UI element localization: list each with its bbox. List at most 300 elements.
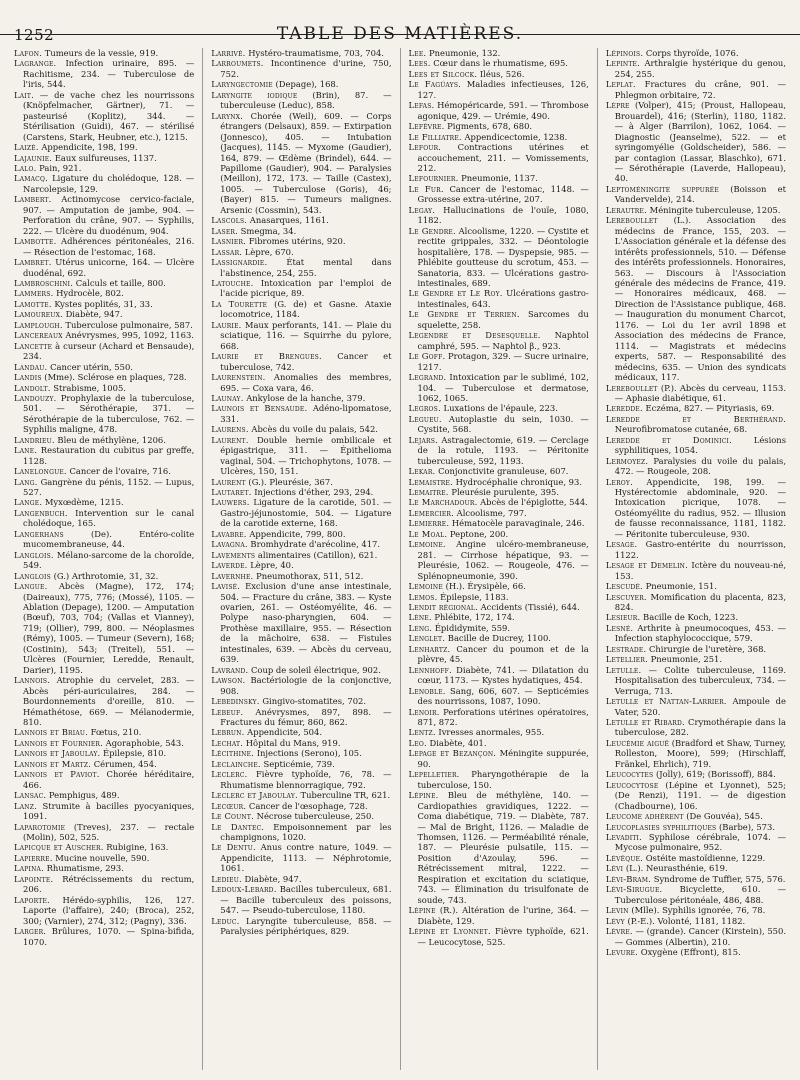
index-entry-text: Cérumen, 454. xyxy=(91,758,157,769)
index-entry-heading: Launois et Bensaude. xyxy=(211,403,308,414)
index-entry-text: (G. de) et Gasne. Ataxie locomotrice, 1184. xyxy=(220,298,392,320)
index-entry-text: Ligature du cholédoque, 128. — Narcolepsie, 129. xyxy=(23,173,195,194)
index-entry-text: Smegma, 34. xyxy=(238,225,297,236)
index-entry xyxy=(606,623,786,644)
index-entry-heading: La Tourette xyxy=(211,298,268,309)
column-divider xyxy=(400,48,401,1070)
index-entry xyxy=(211,529,391,539)
index-entry-text: Gingivo-stomatites, 702. xyxy=(259,696,367,707)
index-entry-text: — Colite tuberculeuse, 1169. Hospitalisation des tuberculeux, 734. — Verruga, 713. xyxy=(614,664,786,696)
index-entry-heading: Lévy xyxy=(605,915,625,926)
index-entry-heading: Laurent. xyxy=(211,434,249,445)
index-entry xyxy=(14,257,194,278)
index-entry xyxy=(606,696,786,717)
index-entry xyxy=(14,863,194,873)
index-column-4 xyxy=(606,48,786,1070)
index-entry-heading: Lannois et Fournier. xyxy=(14,737,103,748)
index-entry-text: Cancer de l'estomac, 1148. — Grossesse extra-utérine, 207. xyxy=(417,183,589,205)
index-entry xyxy=(606,738,786,769)
index-entry-text: Diabète, 947. xyxy=(241,873,302,884)
index-entry xyxy=(14,508,194,529)
index-entry-text: à curseur (Achard et Bensaude), 234. xyxy=(23,340,195,362)
index-entry-text: Hémopéricarde, 591. — Thrombose agonique, 429. — Urémie, 490. xyxy=(417,100,589,121)
index-entry xyxy=(14,236,194,257)
index-entry xyxy=(14,153,194,163)
index-entry-text: Fractures du crâne, 901. — Phlegmon orbitaire, 72. xyxy=(614,79,786,100)
index-entry-heading: Lee. xyxy=(408,48,427,58)
index-entry xyxy=(606,477,786,540)
index-entry-heading: Lannois. xyxy=(14,675,51,686)
index-entry-heading: Le Gendre et Terrien. xyxy=(408,309,520,320)
index-entry-heading: Leduc. xyxy=(211,915,240,926)
index-entry-text: Agoraphobie, 543. xyxy=(102,737,184,748)
index-entry-text: Gangrène du pénis, 1152. — Lupus, 527. xyxy=(23,476,195,498)
index-column-3 xyxy=(409,48,589,1070)
index-entry xyxy=(211,497,391,528)
index-entry-heading: Lees. xyxy=(408,58,431,69)
index-entry-heading: Leng. xyxy=(408,622,433,633)
index-entry xyxy=(211,759,391,769)
index-entry xyxy=(211,790,391,800)
index-entry-heading: Legendre et Desesquelle. xyxy=(408,330,541,341)
index-entry-heading: Lesieur. xyxy=(605,612,641,623)
index-entry-heading: Lentz. xyxy=(408,727,436,738)
index-entry-heading: Levin xyxy=(605,905,629,916)
index-entry-heading: Le Dantec. xyxy=(211,821,265,832)
index-entry-heading: Laurie. xyxy=(211,319,242,330)
index-entry xyxy=(14,320,194,330)
index-entry-text: Corps thyroïde, 1076. xyxy=(643,48,739,58)
index-entry-text: Fièvre typhoïde, 621. — Leucocytose, 525. xyxy=(417,926,589,947)
index-entry xyxy=(211,801,391,811)
index-entry xyxy=(606,884,786,905)
index-entry xyxy=(606,832,786,853)
index-entry-text: Diabète, 741. — Dilatation du cœur, 1173. — Kystes hydatiques, 454. xyxy=(417,664,589,686)
index-entry xyxy=(409,79,589,100)
index-entry-heading: Lees et Silcock. xyxy=(408,68,478,79)
index-entry xyxy=(211,424,391,434)
index-entry xyxy=(606,665,786,696)
index-entry-heading: Lalo. xyxy=(14,162,37,173)
index-entry-heading: Langlois xyxy=(14,570,51,581)
index-entry-heading: Laurenstein. xyxy=(211,372,266,383)
index-entry xyxy=(409,738,589,748)
index-entry xyxy=(14,497,194,507)
index-entry-heading: Lancette xyxy=(14,340,53,351)
index-entry-text: Abcès du voile du palais, 542. xyxy=(248,424,378,435)
index-entry-heading: Leclerc. xyxy=(211,769,248,780)
index-entry-heading: Lagrange. xyxy=(14,58,57,69)
index-entry xyxy=(211,842,391,873)
index-entry xyxy=(606,916,786,926)
index-entry-heading: Lamoureux. xyxy=(14,309,63,320)
index-entry xyxy=(211,550,391,560)
index-entry xyxy=(211,748,391,758)
index-entry-heading: Lange. xyxy=(14,497,43,508)
index-entry xyxy=(606,100,786,184)
index-entry-heading: Lanelongue. xyxy=(14,466,67,477)
index-entry-heading: Lang. xyxy=(14,476,38,487)
index-entry xyxy=(606,612,786,622)
index-entry-heading: Le Moal. xyxy=(408,528,448,539)
index-entry-heading: Laverde. xyxy=(211,560,248,571)
index-entry xyxy=(409,623,589,633)
index-entry-text: Pharyngothérapie de la tuberculose, 150. xyxy=(417,769,589,790)
index-entry-heading: Laser. xyxy=(211,225,239,236)
index-entry xyxy=(14,90,194,142)
index-entry-text: Empoisonnement par les champignons, 1020. xyxy=(220,821,392,842)
index-entry xyxy=(606,592,786,613)
index-entry xyxy=(14,173,194,194)
index-entry xyxy=(606,205,786,215)
index-entry xyxy=(409,686,589,707)
index-entry xyxy=(14,58,194,89)
index-entry-text: Méningite suppurée, 90. xyxy=(417,748,589,769)
index-entry xyxy=(606,383,786,404)
index-entry-text: Conjonctivite granuleuse, 607. xyxy=(435,466,569,477)
index-entry-text: Ligature de la carotide, 501. — Gastro-jéjunostomie, 504. — Ligature de la carotide externe, 168. xyxy=(220,497,392,529)
index-entry xyxy=(14,769,194,790)
index-entry-text: Épilepsie, 810. xyxy=(100,748,167,759)
index-entry xyxy=(211,560,391,570)
index-entry-heading: Lefas. xyxy=(408,100,435,111)
index-entry-heading: Ledieu. xyxy=(211,873,242,884)
index-entry-text: Bromhydrate d'arécoline, 417. xyxy=(247,539,381,550)
index-entry-text: (Barbe), 573. xyxy=(716,821,775,832)
index-entry-text: Adéno-lipomatose, 331. xyxy=(220,403,392,424)
index-entry-text: Infection urinaire, 895. — Rachitisme, 234. — Tuberculose de l'iris, 544. xyxy=(23,58,195,90)
index-entry-text: Brûlures, 1070. — Spina-bifida, 1070. xyxy=(23,926,195,947)
index-entry-text: Épilepsie, 1183. xyxy=(437,591,509,602)
index-entry-text: Septicémie, 739. xyxy=(260,758,335,769)
index-entry-text: Luxations de l'épaule, 223. xyxy=(440,403,558,414)
index-entry-heading: Leucocytose xyxy=(605,779,659,790)
index-entry xyxy=(409,905,589,926)
index-entry xyxy=(409,727,589,737)
index-entry xyxy=(211,811,391,821)
index-entry-heading: Lesage. xyxy=(605,539,638,550)
index-entry-text: (Treves), 237. — rectale (Molin), 502, 525. xyxy=(23,821,195,842)
index-entry xyxy=(409,477,589,487)
index-entry-text: Diabète, 401. xyxy=(426,737,487,748)
index-entry-heading: Larroumets. xyxy=(211,58,264,69)
index-entry-text: Laryngite tuberculeuse, 858. — Paralysies périphériques, 829. xyxy=(220,915,392,937)
index-entry-text: Incontinence d'urine, 750, 752. xyxy=(220,58,392,79)
index-entry xyxy=(409,132,589,142)
index-entry-text: Eaux sulfureuses, 1137. xyxy=(52,152,157,163)
index-entry-heading: Lancereaux xyxy=(14,330,63,341)
index-entry-heading: Lauwers. xyxy=(211,497,250,508)
index-entry xyxy=(14,895,194,926)
index-entry-heading: Lambotte. xyxy=(14,236,57,247)
index-entry xyxy=(606,644,786,654)
index-entry-heading: Leclerc et Jaboulay. xyxy=(211,790,298,801)
index-entry-heading: Landrieu. xyxy=(14,434,55,445)
index-entry xyxy=(211,372,391,393)
index-entry-heading: Lannois et Paviot. xyxy=(14,769,100,780)
index-entry xyxy=(211,79,391,89)
index-entry xyxy=(14,341,194,362)
index-entry-text: Bleu de méthylène, 1206. xyxy=(54,434,166,445)
index-entry xyxy=(14,435,194,445)
index-entry-text: Accidents (Tissié), 644. xyxy=(477,602,580,613)
index-entry-heading: Lavements xyxy=(211,549,256,560)
index-entry-heading: Lautaret. xyxy=(211,487,252,498)
index-entry xyxy=(409,205,589,226)
index-entry xyxy=(409,351,589,372)
index-entry-text: Syphilose cérébrale, 1074. — Mycose pulmonaire, 952. xyxy=(614,831,786,853)
index-entry xyxy=(409,58,589,68)
index-entry-text: Exclusion d'une anse intestinale, 504. — Fracture du crâne, 383. — Kyste ovarien, 261. — Ostéomyélite, 46. — Polype naso-pharyngien, 604. — Prothèse maxillaire, 955. — Résection de la mâchoire, 638. — Fistules intestinales, 639. — Abcès du cerveau, 639. xyxy=(220,581,392,665)
index-entry-heading: Lawson. xyxy=(211,675,246,686)
index-entry-text: Lésions syphilitiques, 1054. xyxy=(614,434,786,456)
index-entry-text: Anasarques, 1161. xyxy=(247,215,329,226)
index-entry-text: (Bradford et Shaw, Turney, Rolleston, Moore), 599; (Hirschlaff, Fränkel, Ehrlich), 719. xyxy=(614,737,786,769)
index-entry xyxy=(409,226,589,289)
index-entry-text: Appendicite, 198, 199. xyxy=(38,142,138,153)
index-entry xyxy=(606,456,786,477)
index-entry xyxy=(606,48,786,58)
index-entry-heading: Lemaitre. xyxy=(408,487,449,498)
index-entry-heading: Lermoyez. xyxy=(605,455,649,466)
index-entry-heading: Lévi-Bram. xyxy=(605,873,652,884)
page-number: 1252 xyxy=(14,26,55,44)
index-entry-heading: Le Fur. xyxy=(408,183,444,194)
index-entry xyxy=(211,403,391,424)
index-entry-text: Chirurgie de l'uretère, 368. xyxy=(646,643,767,654)
index-entry-text: Appendicite, 198, 199. — Hystérectomie abdominale, 920. — Intoxication picrique, 1078. — Ostéomyélite du radius, 952. — Illusion de fausse reconnaissance, 1181, 1182. — Péritonite tuberculeuse, 930. xyxy=(614,476,786,539)
index-entry-heading: Lescuyer. xyxy=(605,591,647,602)
index-entry-heading: Lecœur. xyxy=(211,800,247,811)
index-entry xyxy=(14,362,194,372)
index-entry-heading: Lenoble. xyxy=(408,685,446,696)
index-entry-heading: Lebrun. xyxy=(211,727,245,738)
index-entry-text: Anomalies des membres, 695. — Coxa vara, 46. xyxy=(220,372,392,393)
index-entry-heading: Landis xyxy=(14,372,42,383)
index-entry-heading: Lévi-Sirugue. xyxy=(605,884,663,895)
index-entry-heading: Leucémie aiguë xyxy=(605,737,670,748)
index-entry xyxy=(14,383,194,393)
index-entry xyxy=(211,351,391,372)
index-entry-heading: Leredde. xyxy=(605,403,643,414)
index-entry-text: Hydrocèle, 802. xyxy=(53,288,124,299)
index-entry xyxy=(409,121,589,131)
index-entry-heading: Lèpre xyxy=(605,100,630,111)
index-entry xyxy=(14,738,194,748)
index-entry-text: (H.). Érysipèle, 66. xyxy=(442,581,526,592)
index-entry-text: (Lépine et Lyonnet), 525; (De Renzi), 1191. — de digestion (Chadbourne), 106. xyxy=(614,779,786,811)
index-entry-text: Pneumonie, 251. xyxy=(647,654,723,665)
index-entry xyxy=(409,435,589,466)
index-entry-heading: Larrivé. xyxy=(211,48,246,58)
index-entry xyxy=(211,539,391,549)
index-entry-text: Cancer et tuberculose, 742. xyxy=(220,351,392,372)
index-entry-text: (Volper), 415; (Proust, Hallopeau, Brouardel), 416; (Sterlin), 1180, 1182. — à Alger (Barrilon), 1062, 1064. — Diagnostic (Jeanselme), 522. — et syringomyélie (Goldscheider), 586. — par contagion (Lassar, Blaschko), 671. — Sérothérapie (Laverde, Hallopeau), 40. xyxy=(614,100,786,184)
index-entry-text: Fibromes utérins, 920. xyxy=(246,236,346,247)
index-entry xyxy=(409,790,589,905)
index-entry-text: Nécrose tuberculeuse, 250. xyxy=(253,811,374,822)
index-entry-text: Pleurésie purulente, 395. xyxy=(448,487,560,498)
index-entry xyxy=(211,874,391,884)
index-entry xyxy=(409,487,589,497)
index-entry xyxy=(14,727,194,737)
index-entry-text: (L.). Neurasthénie, 619. xyxy=(623,863,728,874)
index-entry-heading: Laizé. xyxy=(14,142,39,153)
index-entry xyxy=(606,822,786,832)
index-entry-text: (Mlle). Syphilis ignorée, 76, 78. xyxy=(628,905,766,916)
index-entry-text: Myxœdème, 1215. xyxy=(42,497,124,508)
index-entry-text: Hôpital du Mans, 919. xyxy=(243,737,341,748)
index-entry xyxy=(606,853,786,863)
index-entry xyxy=(409,184,589,205)
index-entry xyxy=(14,466,194,476)
index-entry-text: Bacille de Ducrey, 1100. xyxy=(445,633,551,644)
index-entry xyxy=(211,665,391,675)
index-entry-heading: Lereboullet xyxy=(605,215,658,226)
index-entry-text: Rubigine, 163. xyxy=(103,842,169,853)
index-entry-heading: Levure. xyxy=(605,946,639,957)
index-entry-heading: Lekar. xyxy=(408,466,436,477)
index-entry-text: Ankylose de la hanche, 379. xyxy=(243,392,366,403)
index-entry-heading: Lépine. xyxy=(408,790,439,801)
index-entry xyxy=(409,581,589,591)
index-entry-text: Coup de soleil électrique, 902. xyxy=(248,664,381,675)
index-entry-text: État mental dans l'abstinence, 254, 255. xyxy=(220,257,392,278)
index-entry xyxy=(14,571,194,581)
index-entry-text: Pneumonie, 132. xyxy=(426,48,501,58)
index-entry-heading: Lepelletier. xyxy=(408,769,460,780)
index-entry-text: Alcoolisme, 1220. — Cystite et rectite grippales, 332. — Déontologie hospitalière, 178. — Dyspepsie, 985. — Phlébite goutteuse du scrotum, 453. — Sanatoria, 833. — Ulcérations gastro-intestinales, 689. xyxy=(417,225,589,288)
index-entry-text: Hydrocéphalie chronique, 93. xyxy=(452,476,583,487)
index-entry-heading: Lansac. xyxy=(14,790,47,801)
index-entry-text: Lèpre, 40. xyxy=(247,560,294,571)
index-entry-text: (Mme). Sclérose en plaques, 728. xyxy=(41,372,187,383)
index-entry-text: Utérus unicorne, 164. — Ulcère duodénal, 692. xyxy=(23,257,195,278)
index-entry xyxy=(14,822,194,843)
index-entry xyxy=(409,372,589,403)
index-entry-heading: Letulle. xyxy=(605,664,642,675)
index-entry xyxy=(211,675,391,696)
index-entry xyxy=(606,58,786,79)
index-entry xyxy=(211,738,391,748)
index-entry xyxy=(211,90,391,111)
index-entry xyxy=(409,414,589,435)
index-entry-heading: Lapointe. xyxy=(14,873,54,884)
index-entry-heading: Lambret. xyxy=(14,257,52,268)
index-entry-text: Maladies infectieuses, 126, 127. xyxy=(417,79,589,100)
index-entry xyxy=(211,247,391,257)
index-entry-text: (P.). Abcès du cerveau, 1153. — Aphasie diabétique, 61. xyxy=(614,382,786,403)
index-entry-heading: Le Gendre et Le Roy. xyxy=(408,288,503,299)
index-entry-text: (De). Entéro-colite mucomembraneuse, 44. xyxy=(23,528,195,550)
index-entry-heading: Laparotomie xyxy=(14,821,66,832)
index-entry-heading: Levaditi. xyxy=(605,831,642,842)
index-entry xyxy=(606,874,786,884)
index-entry-heading: Larger. xyxy=(14,926,47,937)
index-entry xyxy=(606,780,786,811)
index-entry-heading: Letulle et Ribard. xyxy=(605,717,685,727)
index-entry-text: Bactériologie de la conjonctive, 908. xyxy=(220,675,392,696)
index-entry-text: (Depage), 168. xyxy=(272,79,339,90)
index-entry xyxy=(409,748,589,769)
index-entry xyxy=(409,69,589,79)
index-entry-text: Phlébite, 172, 174. xyxy=(431,612,515,623)
index-entry-heading: Langenbuch. xyxy=(14,507,68,518)
index-entry-text: Maux perforants, 141. — Plaie du sciatique, 116. — Squirrhe du pylore, 668. xyxy=(220,319,392,351)
index-entry-heading: Lait. xyxy=(14,89,34,100)
index-entry-heading: Lamacq. xyxy=(14,173,48,184)
index-entry-text: (G.). Pleurésie, 367. xyxy=(245,476,333,487)
index-entry-heading: Lépinois. xyxy=(605,48,644,58)
index-entry xyxy=(409,633,589,643)
index-entry-heading: Launay. xyxy=(211,392,244,403)
index-entry xyxy=(14,48,194,58)
index-entry-heading: Lemaistre. xyxy=(408,476,453,487)
index-entry-text: Prophylaxie de la tuberculose, 501. — Sérothérapie, 371. — Sérothérapie de la tuberculose, 762. — Syphilis maligne, 478. xyxy=(23,392,195,435)
index-entry-text: Crymothérapie dans la tuberculose, 282. xyxy=(614,717,786,738)
index-entry-text: Eczéma, 827. — Pityriasis, 69. xyxy=(642,403,775,414)
index-entry xyxy=(409,100,589,121)
index-entry-heading: Le Filliatre. xyxy=(408,131,462,142)
index-entry-text: Mucine nouvelle, 590. xyxy=(52,852,150,863)
index-entry-heading: Legrand. xyxy=(408,372,447,383)
index-entry xyxy=(409,518,589,528)
index-entry-text: Paralysies du voile du palais, 472. — Rougeole, 208. xyxy=(614,455,786,477)
index-entry xyxy=(606,947,786,957)
index-entry-text: (Brin), 87. — tuberculeuse (Leduc), 858. xyxy=(220,89,392,111)
index-entry xyxy=(211,48,391,58)
index-entry-text: Abcès (Magne), 172, 174; (Daireaux), 775, 776; (Mossé), 1105. — Ablation (Depage), 1200. — Amputation (Bœuf), 703, 704; (Vallas et Vianney), 719; (Ollier), 799, 800. — Néoplasmes (Rémy), 1005. — Tumeur (Severn), 168; (Costinin), 543; (Treitel), 551. — Ulcères (Fournier, Leredde, Renault, Darier), 1195. xyxy=(23,581,195,675)
index-entry-heading: Lène. xyxy=(408,612,432,623)
index-entry xyxy=(14,393,194,435)
index-entry xyxy=(606,863,786,873)
index-entry xyxy=(409,665,589,686)
index-entry-text: (Boisson et Vandervelde), 214. xyxy=(614,183,786,205)
index-entry-text: Pneumothorax, 511, 512. xyxy=(253,570,364,581)
index-entry-text: Momification du placenta, 823, 824. xyxy=(614,591,786,613)
index-entry xyxy=(211,487,391,497)
index-entry-heading: Lanz. xyxy=(14,800,37,811)
index-entry xyxy=(14,330,194,340)
index-entry xyxy=(409,288,589,309)
index-entry-heading: Leucome adhérent xyxy=(605,811,684,822)
index-entry-heading: Lerautre. xyxy=(605,204,647,215)
index-entry-heading: Lemoine xyxy=(408,581,443,592)
index-entry-text: Calculs et taille, 800. xyxy=(73,277,166,288)
index-entry-heading: Le Gendre. xyxy=(408,225,456,236)
index-entry-text: Épididymite, 559. xyxy=(432,622,511,633)
index-entry xyxy=(606,905,786,915)
index-entry-text: Strumite à bacilles pyocyaniques, 1091. xyxy=(23,800,195,822)
index-entry-text: Anévrysmes, 897, 898. — Fractures du fémur, 860, 862. xyxy=(220,706,392,727)
index-entry-heading: Lajaunie. xyxy=(14,152,53,163)
index-entry-text: Peptone, 200. xyxy=(447,528,509,539)
index-entry-heading: Lenhartz. xyxy=(408,643,451,654)
index-entry xyxy=(211,477,391,487)
index-entry xyxy=(211,696,391,706)
index-entry-text: Hystéro-traumatisme, 703, 704. xyxy=(245,48,384,58)
index-entry-heading: Lemercier. xyxy=(408,507,455,518)
index-entry xyxy=(409,508,589,518)
index-entry-heading: Lechat. xyxy=(211,737,244,748)
index-entry-heading: Lebedinsky. xyxy=(211,696,260,707)
index-entry xyxy=(606,560,786,581)
index-entry-heading: Landouzy. xyxy=(14,392,57,403)
index-entry xyxy=(14,790,194,800)
index-entry-heading: Le Marchadour. xyxy=(408,497,478,508)
index-entry-text: Cœur dans le rhumatisme, 695. xyxy=(430,58,568,69)
index-entry-heading: Lévêque. xyxy=(605,852,644,863)
